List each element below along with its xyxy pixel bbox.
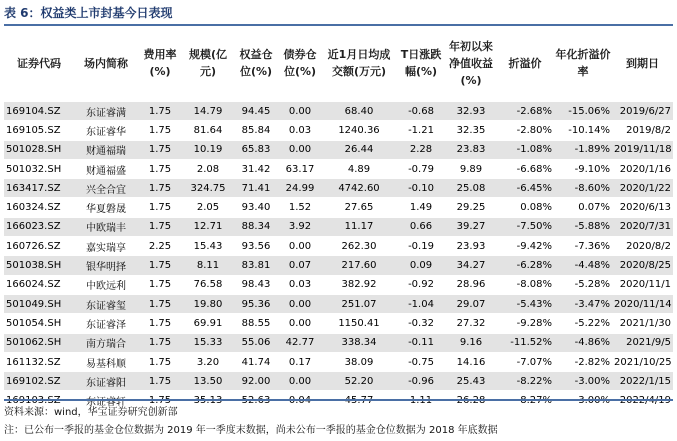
table-row xyxy=(4,159,673,178)
table-cell: 26.44 xyxy=(322,140,396,159)
table-cell: 12.71 xyxy=(182,217,234,236)
source-note: 资料来源：wind，华宝证券研究创新部 xyxy=(4,407,178,418)
table-cell: 28.96 xyxy=(446,275,496,294)
table-cell: -2.80% xyxy=(496,121,554,140)
table-cell: 13.50 xyxy=(182,372,234,391)
table-cell: 0.07% xyxy=(554,198,612,217)
table-cell: 71.41 xyxy=(234,179,278,198)
table-cell: 1.75 xyxy=(138,159,182,178)
table-cell: 65.83 xyxy=(234,140,278,159)
table-cell: 0.08% xyxy=(496,198,554,217)
column-header: 年化折溢价率 xyxy=(555,48,611,78)
footnote: 注：已公布一季报的基金仓位数据为 2019 年一季度末数据，尚未公布一季报的基金仓位数据为 2018 年底数据 xyxy=(4,425,498,436)
table-cell: 501032.SH xyxy=(4,159,74,178)
table-cell: 31.42 xyxy=(234,159,278,178)
table-cell: 19.80 xyxy=(182,294,234,313)
table-cell: -0.19 xyxy=(396,237,446,256)
table-cell: 98.43 xyxy=(234,275,278,294)
table-cell: 38.09 xyxy=(322,352,396,371)
table-cell: 1.75 xyxy=(138,179,182,198)
table-cell: 1.75 xyxy=(138,294,182,313)
table-cell: 0.17 xyxy=(278,352,322,371)
table-cell: 财通福盛 xyxy=(74,159,138,178)
table-cell: 94.45 xyxy=(234,102,278,121)
table-cell: -9.42% xyxy=(496,237,554,256)
table-cell: 0.04 xyxy=(278,391,322,410)
table-cell: 88.55 xyxy=(234,314,278,333)
column-header: 到期日 xyxy=(626,56,659,70)
table-cell: 29.25 xyxy=(446,198,496,217)
table-cell: -1.08% xyxy=(496,140,554,159)
table-cell: -9.10% xyxy=(554,159,612,178)
table-cell: 2019/11/18 xyxy=(612,140,673,159)
table-row xyxy=(4,179,673,198)
column-header: 年初以来净值收益(%) xyxy=(449,39,493,87)
table-cell: 1.75 xyxy=(138,391,182,410)
column-header: T日涨跌幅(%) xyxy=(400,48,442,78)
table-cell: 2.25 xyxy=(138,237,182,256)
fund-table xyxy=(4,25,673,410)
table-cell: 23.83 xyxy=(446,140,496,159)
table-cell: 52.20 xyxy=(322,372,396,391)
table-body xyxy=(4,102,673,410)
column-header: 证券代码 xyxy=(17,56,61,70)
bottom-rule xyxy=(4,399,673,401)
table-cell: 14.79 xyxy=(182,102,234,121)
table-cell: 1.75 xyxy=(138,121,182,140)
table-cell: -0.92 xyxy=(396,275,446,294)
table-cell: 52.63 xyxy=(234,391,278,410)
table-cell: 2020/8/2 xyxy=(612,237,673,256)
table-cell: 2020/11/1 xyxy=(612,275,673,294)
table-cell: 32.93 xyxy=(446,102,496,121)
table-row xyxy=(4,333,673,352)
table-row xyxy=(4,140,673,159)
table-cell: 1.75 xyxy=(138,217,182,236)
table-cell: 2019/6/27 xyxy=(612,102,673,121)
table-cell: 0.00 xyxy=(278,140,322,159)
table-cell: 1.75 xyxy=(138,198,182,217)
table-row xyxy=(4,314,673,333)
table-cell: -8.22% xyxy=(496,372,554,391)
table-row xyxy=(4,256,673,275)
table-cell: 2.05 xyxy=(182,198,234,217)
table-cell: 92.00 xyxy=(234,372,278,391)
table-cell: 15.33 xyxy=(182,333,234,352)
table-cell: -10.14% xyxy=(554,121,612,140)
table-cell: 东证睿泽 xyxy=(74,314,138,333)
table-cell: 501062.SH xyxy=(4,333,74,352)
table-cell: 9.16 xyxy=(446,333,496,352)
table-cell: 2020/8/25 xyxy=(612,256,673,275)
table-cell: 1.49 xyxy=(396,198,446,217)
table-cell: 76.58 xyxy=(182,275,234,294)
table-cell: 东证睿玺 xyxy=(74,294,138,313)
table-cell: 1.75 xyxy=(138,275,182,294)
table-cell: 25.43 xyxy=(446,372,496,391)
table-row xyxy=(4,275,673,294)
table-cell: -0.32 xyxy=(396,314,446,333)
table-cell: 169105.SZ xyxy=(4,121,74,140)
table-cell: -0.75 xyxy=(396,352,446,371)
table-cell: 39.27 xyxy=(446,217,496,236)
table-cell: -0.10 xyxy=(396,179,446,198)
table-title: 表 6：权益类上市封基今日表现 xyxy=(4,6,173,20)
table-cell: 0.00 xyxy=(278,237,322,256)
table-cell: 32.35 xyxy=(446,121,496,140)
table-cell: 338.34 xyxy=(322,333,396,352)
table-cell: 14.16 xyxy=(446,352,496,371)
table-cell: 0.00 xyxy=(278,314,322,333)
table-cell: 4742.60 xyxy=(322,179,396,198)
table-cell: 217.60 xyxy=(322,256,396,275)
table-cell: 1.75 xyxy=(138,256,182,275)
table-cell: 2022/4/19 xyxy=(612,391,673,410)
table-cell: 166023.SZ xyxy=(4,217,74,236)
table-cell: 161132.SZ xyxy=(4,352,74,371)
table-cell: 东证睿阳 xyxy=(74,372,138,391)
table-cell: 3.20 xyxy=(182,352,234,371)
table-cell: -8.60% xyxy=(554,179,612,198)
table-cell: -4.48% xyxy=(554,256,612,275)
table-row xyxy=(4,294,673,313)
table-cell: 0.00 xyxy=(278,372,322,391)
table-cell: 0.03 xyxy=(278,121,322,140)
table-cell: 4.89 xyxy=(322,159,396,178)
table-cell: 166024.SZ xyxy=(4,275,74,294)
table-cell: 兴全合宜 xyxy=(74,179,138,198)
table-cell: 29.07 xyxy=(446,294,496,313)
column-header: 费用率(%) xyxy=(143,48,177,78)
table-cell: 35.13 xyxy=(182,391,234,410)
table-cell: 55.06 xyxy=(234,333,278,352)
table-cell: 41.74 xyxy=(234,352,278,371)
table-cell: 501038.SH xyxy=(4,256,74,275)
table-cell: 1.52 xyxy=(278,198,322,217)
table-cell: 财通福瑞 xyxy=(74,140,138,159)
table-cell: 11.17 xyxy=(322,217,396,236)
table-row xyxy=(4,217,673,236)
table-cell: 2020/1/22 xyxy=(612,179,673,198)
table-cell: -3.00% xyxy=(554,372,612,391)
table-cell: -11.52% xyxy=(496,333,554,352)
table-cell: 2020/1/16 xyxy=(612,159,673,178)
column-header: 折溢价 xyxy=(508,56,542,70)
table-cell: 27.65 xyxy=(322,198,396,217)
table-cell: 中欧瑞丰 xyxy=(74,217,138,236)
table-cell: 0.66 xyxy=(396,217,446,236)
table-cell: 0.00 xyxy=(278,294,322,313)
table-cell: 南方瑞合 xyxy=(74,333,138,352)
table-row xyxy=(4,121,673,140)
table-cell: -2.82% xyxy=(554,352,612,371)
table-cell: 2021/10/25 xyxy=(612,352,673,371)
table-cell: 1.75 xyxy=(138,102,182,121)
table-cell: -1.21 xyxy=(396,121,446,140)
table-cell: -1.89% xyxy=(554,140,612,159)
column-header: 近1月日均成交额(万元) xyxy=(327,48,391,78)
table-cell: -4.86% xyxy=(554,333,612,352)
table-cell: 2.08 xyxy=(182,159,234,178)
table-cell: 银华明择 xyxy=(74,256,138,275)
table-cell: 501054.SH xyxy=(4,314,74,333)
table-cell: 8.11 xyxy=(182,256,234,275)
table-cell: 10.19 xyxy=(182,140,234,159)
table-row xyxy=(4,102,673,121)
table-row xyxy=(4,237,673,256)
table-cell: 81.64 xyxy=(182,121,234,140)
column-header: 场内简称 xyxy=(84,56,128,70)
table-cell: 24.99 xyxy=(278,179,322,198)
table-cell: -8.27% xyxy=(496,391,554,410)
table-row xyxy=(4,352,673,371)
table-cell: 169103.SZ xyxy=(4,391,74,410)
table-cell: 1.75 xyxy=(138,314,182,333)
table-cell: 93.40 xyxy=(234,198,278,217)
table-cell: 东证睿满 xyxy=(74,102,138,121)
table-cell: 163417.SZ xyxy=(4,179,74,198)
table-cell: 2.28 xyxy=(396,140,446,159)
table-cell: 中欧远利 xyxy=(74,275,138,294)
table-cell: -0.96 xyxy=(396,372,446,391)
table-cell: 东证睿华 xyxy=(74,121,138,140)
table-cell: -15.06% xyxy=(554,102,612,121)
table-row xyxy=(4,198,673,217)
table-cell: 0.09 xyxy=(396,256,446,275)
table-cell: 88.34 xyxy=(234,217,278,236)
table-cell: -2.68% xyxy=(496,102,554,121)
table-cell: 169104.SZ xyxy=(4,102,74,121)
table-cell: 23.93 xyxy=(446,237,496,256)
table-cell: 501049.SH xyxy=(4,294,74,313)
table-cell: 9.89 xyxy=(446,159,496,178)
table-cell: 2020/7/31 xyxy=(612,217,673,236)
table-cell: -1.04 xyxy=(396,294,446,313)
table-cell: 华夏磐晟 xyxy=(74,198,138,217)
table-cell: -7.36% xyxy=(554,237,612,256)
table-cell: 27.32 xyxy=(446,314,496,333)
table-row xyxy=(4,372,673,391)
table-cell: 东证睿轩 xyxy=(74,391,138,410)
table-cell: 嘉实瑞享 xyxy=(74,237,138,256)
table-cell: 83.81 xyxy=(234,256,278,275)
column-header: 权益仓位(%) xyxy=(239,48,273,78)
table-cell: -7.50% xyxy=(496,217,554,236)
table-cell: 1150.41 xyxy=(322,314,396,333)
column-header: 规模(亿元) xyxy=(188,48,228,78)
column-header: 债券仓位(%) xyxy=(283,48,317,78)
table-cell: 15.43 xyxy=(182,237,234,256)
table-cell: 169102.SZ xyxy=(4,372,74,391)
table-cell: 2021/1/30 xyxy=(612,314,673,333)
table-cell: 2019/8/2 xyxy=(612,121,673,140)
table-cell: -7.07% xyxy=(496,352,554,371)
table-cell: 25.08 xyxy=(446,179,496,198)
table-cell: 160324.SZ xyxy=(4,198,74,217)
table-cell: 2020/11/14 xyxy=(612,294,673,313)
table-cell: 2021/9/5 xyxy=(612,333,673,352)
table-cell: 251.07 xyxy=(322,294,396,313)
table-cell: 69.91 xyxy=(182,314,234,333)
table-cell: -0.11 xyxy=(396,333,446,352)
table-cell: 1.75 xyxy=(138,140,182,159)
table-cell: 0.00 xyxy=(278,102,322,121)
table-cell: 1240.36 xyxy=(322,121,396,140)
table-cell: 0.03 xyxy=(278,275,322,294)
table-cell: 68.40 xyxy=(322,102,396,121)
table-cell: -6.68% xyxy=(496,159,554,178)
table-cell: 0.07 xyxy=(278,256,322,275)
table-cell: -5.88% xyxy=(554,217,612,236)
table-cell: 95.36 xyxy=(234,294,278,313)
table-cell: 2022/1/15 xyxy=(612,372,673,391)
table-cell: -3.00% xyxy=(554,391,612,410)
table-cell: -5.22% xyxy=(554,314,612,333)
table-cell: 1.75 xyxy=(138,333,182,352)
table-cell: 3.92 xyxy=(278,217,322,236)
table-cell: -0.68 xyxy=(396,102,446,121)
table-cell: 382.92 xyxy=(322,275,396,294)
table-cell: 262.30 xyxy=(322,237,396,256)
table-cell: 501028.SH xyxy=(4,140,74,159)
table-cell: 34.27 xyxy=(446,256,496,275)
header-row xyxy=(4,25,673,102)
table-cell: -9.28% xyxy=(496,314,554,333)
table-cell: -5.28% xyxy=(554,275,612,294)
table-cell: 93.56 xyxy=(234,237,278,256)
table-cell: -0.79 xyxy=(396,159,446,178)
table-cell: -8.08% xyxy=(496,275,554,294)
table-cell: 160726.SZ xyxy=(4,237,74,256)
table-cell: 42.77 xyxy=(278,333,322,352)
table-cell: 2020/6/13 xyxy=(612,198,673,217)
table-cell: 324.75 xyxy=(182,179,234,198)
table-cell: 1.75 xyxy=(138,372,182,391)
table-cell: 1.75 xyxy=(138,352,182,371)
table-cell: 45.77 xyxy=(322,391,396,410)
table-cell: -5.43% xyxy=(496,294,554,313)
table-cell: -6.28% xyxy=(496,256,554,275)
table-cell: 85.84 xyxy=(234,121,278,140)
table-cell: 26.28 xyxy=(446,391,496,410)
table-cell: -6.45% xyxy=(496,179,554,198)
table-cell: -3.47% xyxy=(554,294,612,313)
table-cell: 易基科顺 xyxy=(74,352,138,371)
table-cell: 1.11 xyxy=(396,391,446,410)
table-cell: 63.17 xyxy=(278,159,322,178)
